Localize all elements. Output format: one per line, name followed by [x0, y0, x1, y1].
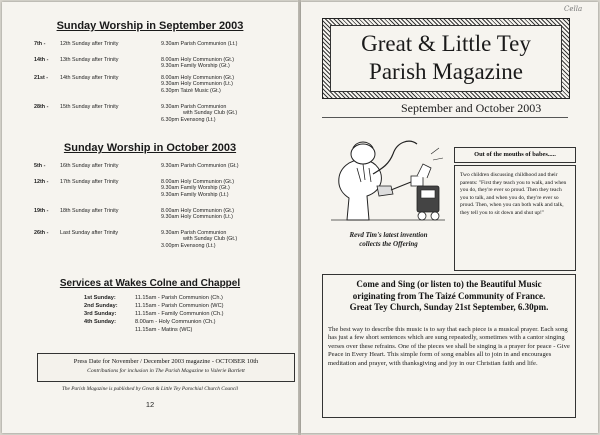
left-page [2, 2, 298, 433]
oct-row-1-date: 5th - [34, 163, 46, 169]
oct-row-2-date: 12th - [34, 179, 49, 185]
offering-cartoon-illustration [327, 124, 449, 226]
publisher-note: The Parish Magazine is published by Great & Little Tey Parochial Church Council [61, 386, 239, 392]
cartoon-caption: Revd Tim's latest invention collects the Offering [349, 231, 428, 248]
oct-row-4-services: 9.30am Parish Communion with Sunday Club (Gt.) 3.00pm Evensong (Lt.) [161, 230, 238, 249]
oct-row-1-services: 9.30am Parish Communion (Gt.) [161, 163, 239, 169]
oct-row-3-services: 8.00am Holy Communion (Gt.) 9.30am Holy Communion (Lt.) [161, 208, 235, 221]
press-date-line: Press Date for November / December 2003 magazine - OCTOBER 10th [73, 358, 259, 365]
wakes-day-3: 3rd Sunday: [84, 311, 117, 317]
sep-row-4-services: 9.30am Parish Communion with Sunday Club (Gt.) 6.30pm Evensong (Lt.) [161, 104, 238, 123]
issue-divider [322, 117, 568, 118]
september-worship-title: Sunday Worship in September 2003 [56, 20, 244, 32]
sep-row-3-date: 21st - [34, 75, 49, 81]
sep-row-1-sunday: 12th Sunday after Trinity [60, 41, 119, 47]
masthead-title-line-1: Great & Little Tey [361, 31, 531, 56]
oct-row-2-sunday: 17th Sunday after Trinity [60, 179, 119, 185]
wakes-service-1: 11.15am - Parish Communion (Ch.) [135, 295, 223, 301]
sep-row-2-sunday: 13th Sunday after Trinity [60, 57, 119, 63]
sep-row-2-date: 14th - [34, 57, 49, 63]
taize-music-box [322, 274, 576, 418]
taize-heading: Come and Sing (or listen to) the Beautiful Music originating from The Taizé Community of France. Great Tey Church, Sunday 21st September, 6.30pm. [349, 279, 549, 312]
mouths-of-babes-box [454, 165, 576, 271]
sep-row-4-date: 28th - [34, 104, 49, 110]
press-date-box [37, 353, 295, 382]
oct-row-4-sunday: Last Sunday after Trinity [60, 230, 119, 236]
issue-date: September and October 2003 [401, 101, 542, 115]
mouths-of-babes-title: Out of the mouths of babes..... [454, 147, 576, 163]
oct-row-3-date: 19th - [34, 208, 49, 214]
sep-row-4-sunday: 15th Sunday after Trinity [60, 104, 119, 110]
sep-row-3-sunday: 14th Sunday after Trinity [60, 75, 119, 81]
contributions-line: Contributions for inclusion in The Parish Magazine to Valerie Bartlett [87, 368, 245, 374]
sep-row-1-services: 9.30am Parish Communion (Lt.) [161, 41, 238, 47]
wakes-day-1: 1st Sunday: [84, 295, 116, 301]
page-number: 12 [145, 400, 155, 409]
masthead-frame [322, 18, 570, 99]
handwritten-note: Cella [564, 5, 583, 13]
sep-row-2-services: 8.00am Holy Communion (Gt.) 9.30am Family Worship (Gt.) [161, 57, 235, 70]
sep-row-1-date: 7th - [34, 41, 46, 47]
masthead-panel [330, 25, 562, 92]
wakes-colne-title: Services at Wakes Colne and Chappel [59, 278, 241, 289]
wakes-service-5: 11.15am - Matins (WC) [135, 327, 193, 333]
wakes-service-2: 11.15am - Parish Communion (WC) [135, 303, 224, 309]
mouths-of-babes-text: Two children discussing childhood and their parents: "First they teach you to walk, and when you do, they're ever so proud. Then they teach you to talk, and when you do, they're ever so proud. Then, when you can both walk and talk, they tell you to sit down and shut up!" [460, 172, 567, 216]
taize-body [328, 326, 570, 371]
sep-row-3-services: 8.00am Holy Communion (Gt.) 9.30am Holy Communion (Lt.) 6.30pm Taizé Music (Gt.) [161, 75, 235, 94]
wakes-service-4: 8.00am - Holy Communion (Ch.) [135, 319, 216, 325]
right-page [301, 2, 598, 433]
wakes-day-4: 4th Sunday: [84, 319, 117, 325]
october-worship-title: Sunday Worship in October 2003 [63, 142, 237, 154]
oct-row-4-date: 26th - [34, 230, 49, 236]
wakes-service-3: 11.15am - Family Communion (Ch.) [135, 311, 224, 317]
taize-paragraph: The best way to describe this music is to say that each piece is a musical prayer. Each song has just a few short sentences which are sung repeatedly, sometimes with a cantor singing verses over these refrains. One of the pieces we shall be singing is a prayer for peace - Give Peace in Every Heart. This simple form of song enables all to join in and encourages meditation and prayer, with thanksgiving and joy in our Christian faith and life. [328, 326, 570, 367]
wakes-day-2: 2nd Sunday: [84, 303, 118, 309]
oct-row-2-services: 8.00am Holy Communion (Gt.) 9.30am Family Worship (Gt.) 9.30am Family Worship (Lt.) [161, 179, 235, 198]
oct-row-1-sunday: 16th Sunday after Trinity [60, 163, 119, 169]
masthead-title-line-2: Parish Magazine [369, 59, 523, 84]
oct-row-3-sunday: 18th Sunday after Trinity [60, 208, 119, 214]
